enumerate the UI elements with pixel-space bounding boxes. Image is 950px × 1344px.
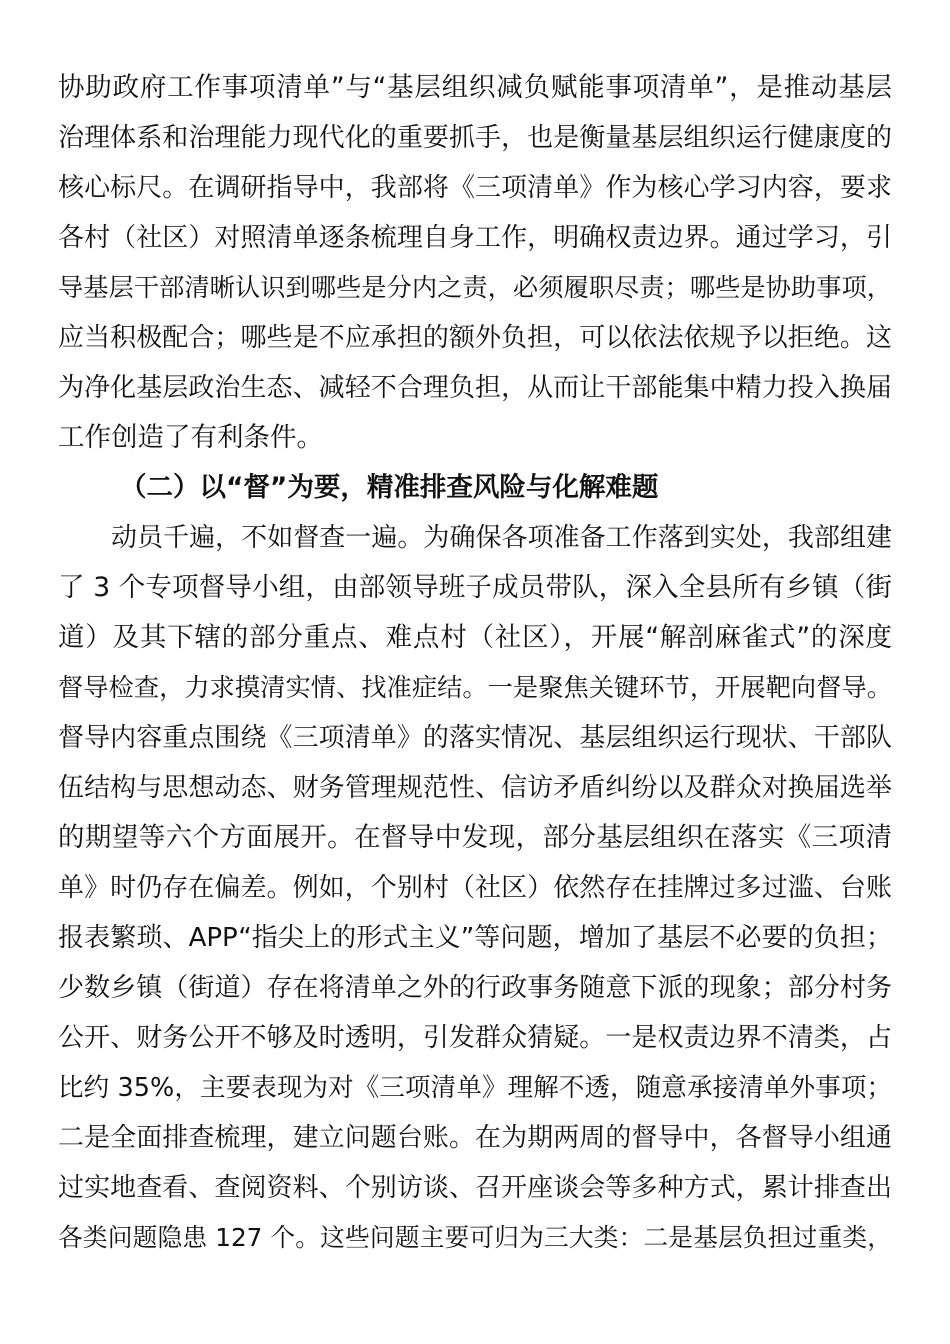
- text-line: 报表繁琐、APP“指尖上的形式主义”等问题，增加了基层不必要的负担；: [58, 923, 892, 953]
- section-heading: （二）以“督”为要，精准排查风险与化解难题: [120, 472, 659, 503]
- text-line: 应当积极配合；哪些是不应承担的额外负担，可以依法依规予以拒绝。这: [58, 323, 892, 353]
- text-line: 单》时仍存在偏差。例如，个别村（社区）依然存在挂牌过多过滥、台账: [58, 873, 892, 903]
- text-line: 的期望等六个方面展开。在督导中发现，部分基层组织在落实《三项清: [58, 822, 892, 853]
- text-line: 协助政府工作事项清单”与“基层组织减负赋能事项清单”，是推动基层: [58, 72, 892, 103]
- text-line: 少数乡镇（街道）存在将清单之外的行政事务随意下派的现象；部分村务: [58, 973, 892, 1003]
- text-line: 各村（社区）对照清单逐条梳理自身工作，明确权责边界。通过学习，引: [58, 223, 892, 253]
- document-body: [58, 63, 892, 1263]
- text-line: 道）及其下辖的部分重点、难点村（社区），开展“解剖麻雀式”的深度: [58, 622, 892, 653]
- text-line: 督导检查，力求摸清实情、找准症结。一是聚焦关键环节，开展靶向督导。: [58, 673, 892, 702]
- text-line: 公开、财务公开不够及时透明，引发群众猜疑。一是权责边界不清类，占: [58, 1023, 892, 1053]
- text-line: 过实地查看、查阅资料、个别访谈、召开座谈会等多种方式，累计排查出: [58, 1173, 892, 1203]
- text-line: 二是全面排查梳理，建立问题台账。在为期两周的督导中，各督导小组通: [58, 1123, 892, 1153]
- text-line: 各类问题隐患 127 个。这些问题主要可归为三大类：二是基层负担过重类，: [58, 1223, 892, 1252]
- text-line: 比约 35%，主要表现为对《三项清单》理解不透，随意承接清单外事项；: [58, 1073, 892, 1103]
- text-line: 核心标尺。在调研指导中，我部将《三项清单》作为核心学习内容，要求: [58, 173, 892, 203]
- text-line: 了 3 个专项督导小组，由部领导班子成员带队，深入全县所有乡镇（街: [58, 572, 892, 603]
- text-line: 伍结构与思想动态、财务管理规范性、信访矛盾纠纷以及群众对换届选举: [58, 773, 892, 803]
- paragraph-1: [58, 63, 892, 463]
- paragraph-2: [58, 513, 892, 1263]
- text-line: 工作创造了有利条件。: [58, 422, 323, 453]
- text-line: 治理体系和治理能力现代化的重要抓手，也是衡量基层组织运行健康度的: [58, 123, 892, 153]
- text-line: 动员千遍，不如督查一遍。为确保各项准备工作落到实处，我部组建: [111, 523, 892, 553]
- text-line: 督导内容重点围绕《三项清单》的落实情况、基层组织运行现状、干部队: [58, 723, 892, 753]
- text-line: 为净化基层政治生态、减轻不合理负担，从而让干部能集中精力投入换届: [58, 373, 892, 403]
- text-line: 导基层干部清晰认识到哪些是分内之责，必须履职尽责；哪些是协助事项，: [58, 273, 892, 302]
